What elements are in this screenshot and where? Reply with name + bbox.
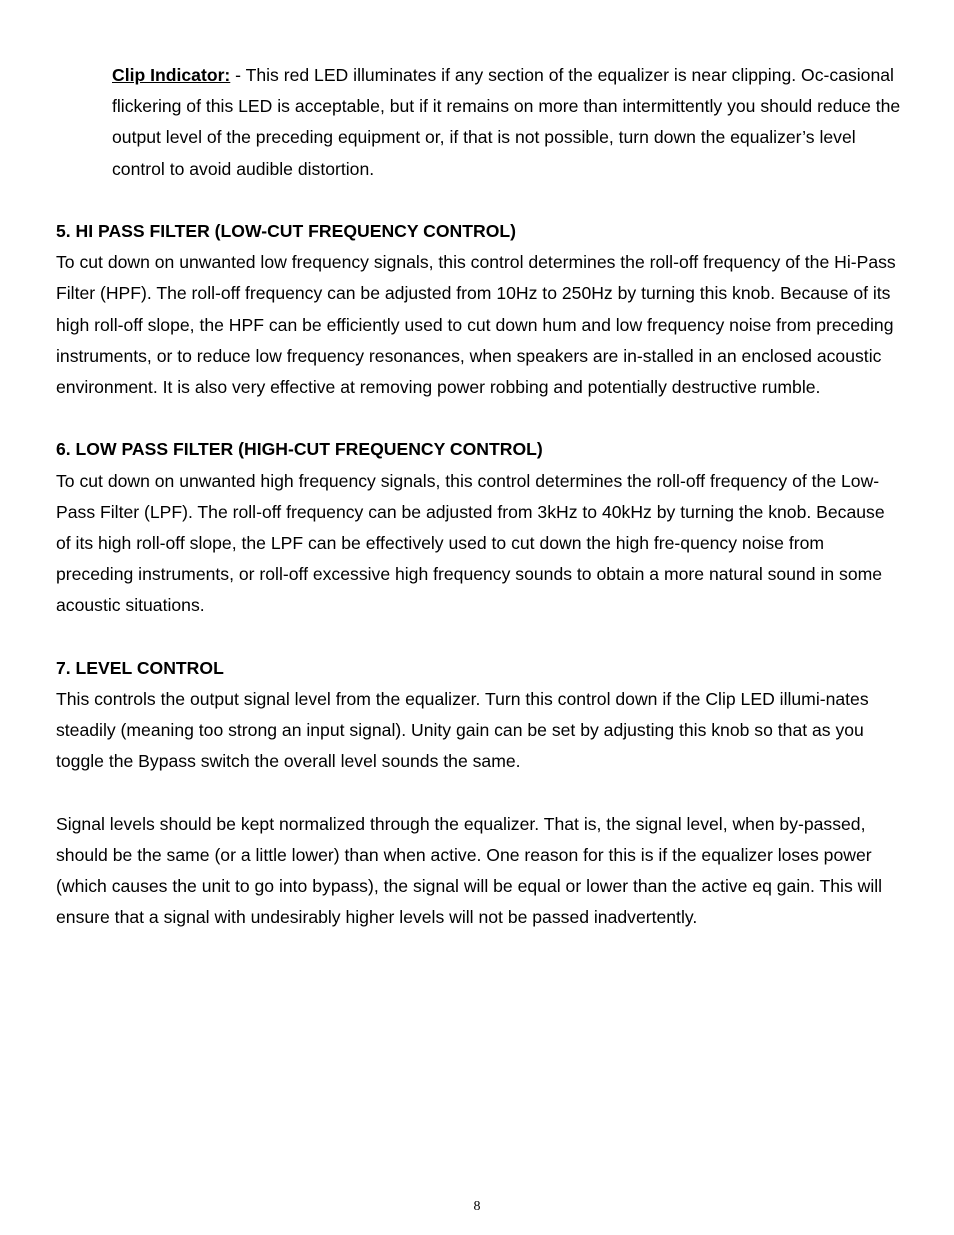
clip-indicator-paragraph xyxy=(56,60,902,185)
page-number: 8 xyxy=(473,1199,481,1214)
clip-indicator-text: - This red LED illuminates if any section of the equalizer is near clipping. Oc-casional flickering of this LED is acceptable, but if it remains on more than intermittently you should reduce the output level of the preceding equipment or, if that is not possible, turn down the equalizer’s level control to avoid audible distortion. xyxy=(112,65,901,179)
section-heading-level-control: 7. LEVEL CONTROL xyxy=(56,657,224,678)
section-body-level-control: This controls the output signal level from the equalizer. Turn this control down if the Clip LED illumi-nates steadily (meaning too strong an input signal). Unity gain can be set by adjusting this knob so that as you toggle the Bypass switch the overall level sounds the same. xyxy=(56,689,869,772)
clip-indicator-label: Clip Indicator: xyxy=(112,65,231,85)
section-heading-low-pass-filter: 6. LOW PASS FILTER (HIGH-CUT FREQUENCY CONTROL) xyxy=(56,439,543,460)
closing-paragraph: Signal levels should be kept normalized through the equalizer. That is, the signal level, when by-passed, should be the same (or a little lower) than when active. One reason for this is if the equalizer loses power (which causes the unit to go into bypass), the signal will be equal or lower than the active eq gain. This will ensure that a signal with undesirably higher levels will not be passed inadvertently. xyxy=(56,813,883,928)
spacer xyxy=(56,622,902,653)
spacer xyxy=(56,185,902,216)
spacer xyxy=(56,403,902,434)
manual-page xyxy=(56,60,902,934)
section-body-hi-pass-filter: To cut down on unwanted low frequency signals, this control determines the roll-off frequency of the Hi-Pass Filter (HPF). The roll-off frequency can be adjusted from 10Hz to 250Hz by turning this knob. Because of its high roll-off slope, the HPF can be efficiently used to cut down hum and low frequency noise from preceding instruments, or to reduce low frequency resonances, when speakers are in-stalled in an enclosed acoustic environment. It is also very effective at removing power robbing and potentially destructive rumble. xyxy=(56,252,896,398)
spacer xyxy=(56,778,902,809)
section-body-low-pass-filter: To cut down on unwanted high frequency signals, this control determines the roll-off frequency of the Low-Pass Filter (LPF). The roll-off frequency can be adjusted from 3kHz to 40kHz by turning the knob. Because of its high roll-off slope, the LPF can be effectively used to cut down the high fre-quency noise from preceding instruments, or roll-off excessive high frequency sounds to obtain a more natural sound in some acoustic situations. xyxy=(56,470,885,616)
section-heading-hi-pass-filter: 5. HI PASS FILTER (LOW-CUT FREQUENCY CONTROL) xyxy=(56,221,517,241)
